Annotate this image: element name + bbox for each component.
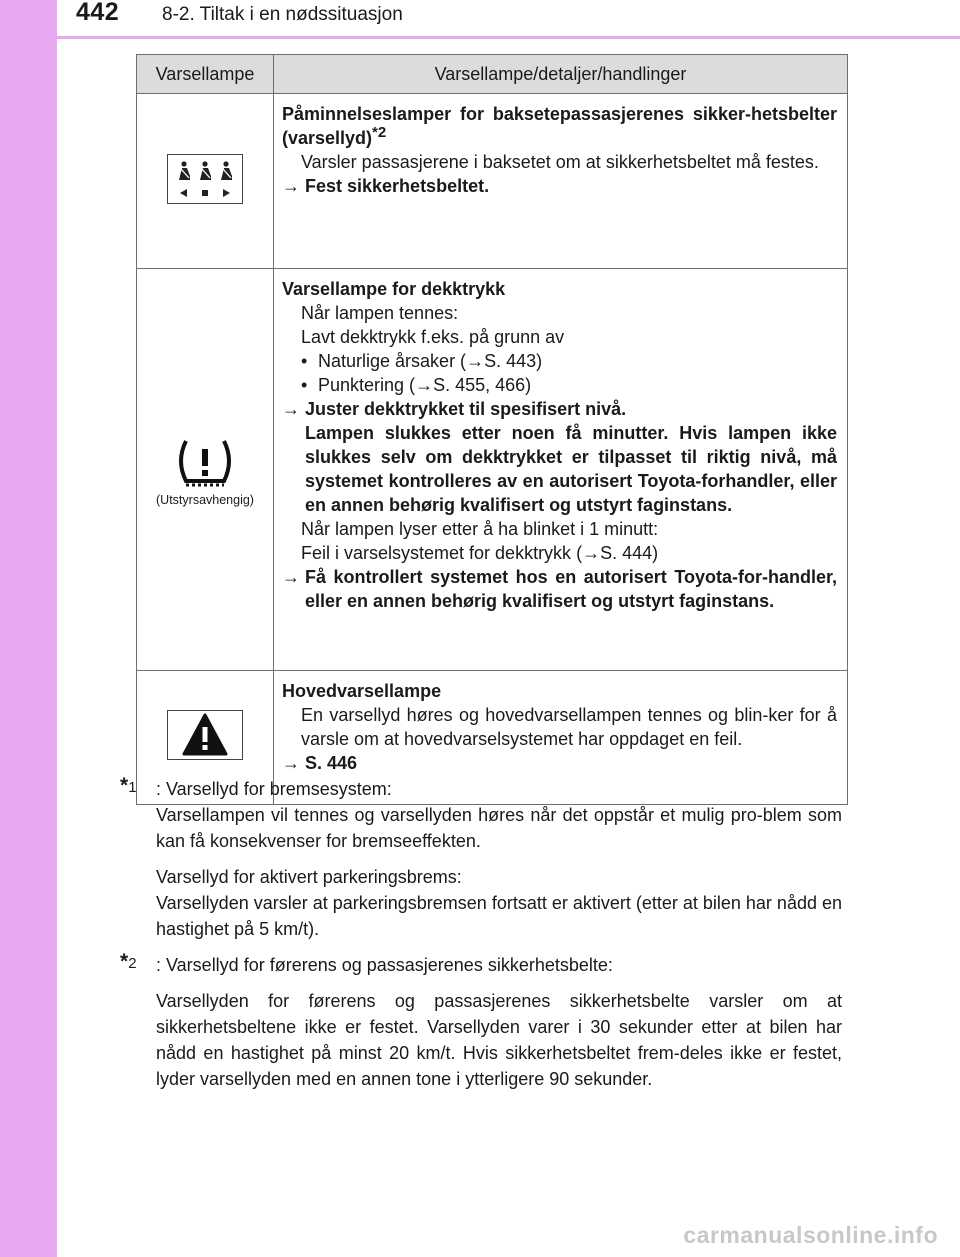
arrow-right-icon: → [282,399,300,419]
lamp-action: → Få kontrollert systemet hos en autorisert Toyota-for-handler, eller en annen behørig kvalifisert og utstyrt faginstans. [282,567,837,611]
lamp-description: En varsellyd høres og hovedvarsellampen tennes og blin-ker for å varsle om at hovedvarselsystemet har oppdaget en feil. [301,705,837,749]
list-item: • Punktering (→S. 455, 466) [282,373,837,397]
lamp-title: Hovedvarsellampe [282,681,442,701]
column-header-details: Varsellampe/detaljer/handlinger [274,55,848,94]
lamp-icon-cell [137,94,274,269]
lamp-action: → Fest sikkerhetsbeltet. [282,176,490,196]
lamp-action: → S. 446 [282,753,358,773]
table-row [137,269,848,671]
header-rule [57,36,960,39]
footnote-1-heading: *1 : Varsellyd for bremsesystem: [120,774,392,799]
lamp-details-cell [274,94,848,269]
lamp-cause: Lavt dekktrykk f.eks. på grunn av [301,327,565,347]
arrow-right-icon: → [282,567,300,587]
sidebar-band [0,0,57,1257]
rear-seatbelt-reminder-icon [167,154,243,204]
footnote-1-text: Varsellampen vil tennes og varsellyden høres når det oppstår et mulig pro-blem som kan få konsekvenser for bremseeffekten. [156,805,842,851]
lamp-action-detail: Lampen slukkes etter noen få minutter. Hvis lampen ikke slukkes selv om dekktrykket er tilpasset til riktig nivå, må systemet kontrolleres av en autorisert Toyota-forhandler, eller en annen behørig kvalifisert og utstyrt faginstans. [305,423,837,515]
page-number: 442 [76,0,120,26]
footnote-1-subheading: Varsellyd for aktivert parkeringsbrems: [156,867,462,887]
lamp-title: Varsellampe for dekktrykk [282,279,506,299]
arrow-right-icon: → [466,351,485,371]
footnote-2-heading: *2 : Varsellyd for førerens og passasjerenes sikkerhetsbelte: [120,950,613,975]
watermark: carmanualsonline.info [683,1222,938,1248]
tire-pressure-warning-icon [137,433,273,493]
lamp-condition: Når lampen lyser etter å ha blinket i 1 minutt: [301,519,659,539]
lamp-details-cell [274,269,848,671]
table-row [137,94,848,269]
lamp-description: Varsler passasjerene i baksetet om at sikkerhetsbeltet må festes. [301,152,819,172]
lamp-cause: Feil i varselsystemet for dekktrykk (→S. 444) [301,543,659,563]
section-title: 8-2. Tiltak i en nødssituasjon [162,4,403,25]
lamp-title: Påminnelseslamper for baksetepassasjerenes sikker-hetsbelter (varsellyd)$^{*2}$ [282,104,837,148]
warning-lamp-table [136,54,848,805]
lamp-icon-cell [137,269,274,671]
footnotes [120,776,842,1092]
lamp-condition: Når lampen tennes: [301,303,459,323]
column-header-lamp: Varsellampe [137,55,274,94]
arrow-right-icon: → [415,375,434,395]
arrow-right-icon: → [582,543,601,563]
arrow-right-icon: → [282,753,300,773]
icon-caption: (Utstyrsavhengig) [156,492,254,507]
lamp-action: → Juster dekktrykket til spesifisert nivå. [282,399,627,419]
footnote-1-text-2: Varsellyden varsler at parkeringsbremsen fortsatt er aktivert (etter at bilen har nådd en hastighet på 5 km/t). [156,893,842,939]
table-header-row [137,55,848,94]
master-warning-icon [167,710,243,760]
list-item: • Naturlige årsaker (→S. 443) [282,349,837,373]
footnote-2-text: Varsellyden for førerens og passasjerenes sikkerhetsbelte varsler om at sikkerhetsbeltene ikke er festet. Varsellyden varer i 30 sekunder etter at bilen har nådd en hastighet på minst 20 km/t. Hvis sikkerhetsbeltet frem-deles ikke er festet, lyder varsellyden med en annen tone i ytterligere 90 sekunder. [156,991,842,1089]
arrow-right-icon: → [282,176,300,196]
